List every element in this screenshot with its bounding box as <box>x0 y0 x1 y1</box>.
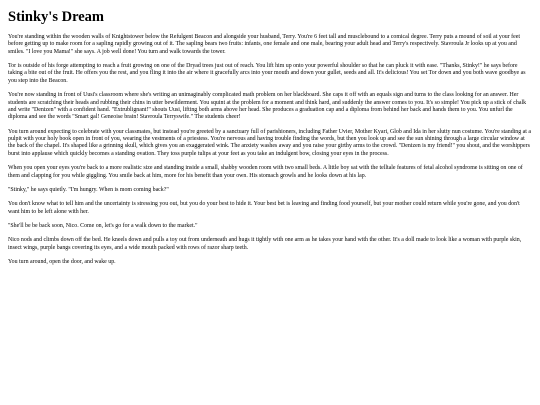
paragraph-8: "She'll be be back soon, Nico. Come on, let's go for a walk down to the market." <box>8 223 198 230</box>
paragraph-10: You turn around, open the door, and wake up. <box>8 259 116 266</box>
paragraph-9: Nico nods and climbs down off the bed. He kneels down and pulls a toy out from underneath and hugs it tightly with one arm as he takes your hand with the other. It's a doll made to look like a woman with purple skin, insect wings, purple bangs covering its eyes, and a wide mouth packed with rows of razor sharp teeth. <box>8 237 522 251</box>
paragraph-3: You're now standing in front of Uusi's classroom where she's writing an unimaginably complicated math problem on her blackboard. She caps it off with an equals sign and turns to the class looking for an answer. Her students are scratching their heads and rubbing their chins in utter bewilderment. You squint at the problem for a moment and think hard, and suddenly the answer comes to you. It's so simple! You pick up a stick of chalk and write "Denizen" with a confident hand. "Extrublignant!" shouts Uusi, lifting both arms above her head. She produces a graduation cap and a diploma from behind her back and hands them to you. You unfurl the diploma and see the words "Smart gal! Geneoise brain! Stavroula Terryswife." The students cheer! <box>8 92 527 121</box>
paragraph-7: You don't know what to tell him and the uncertainty is stressing you out, but you do your best to hide it. Your best bet is leaving and finding food yourself, but your mother could return while you're gone, and you don't want him to be left alone with her. <box>8 201 520 215</box>
page-title: Stinky's Dream <box>8 9 105 25</box>
paragraph-1: You're standing within the wooden walls of Knightstower below the Refulgent Beacon and alongside your husband, Terry. You're 6 feet tall and musclebound to a comical degree. Terry puts a mound of soil at your feet before getting up to make room for a sapling rapidly growing out of it. The sapling bears two fruits: infants, one female and one male, bearing your adult head and Terry's respectively. Stavroula Jr looks up at you and smiles. "I love you Mama!" she says. A job well done! You turn and walk towards the tower. <box>8 33 520 55</box>
paragraph-5: When you open your eyes you're back to a more realistic size and standing inside a small, shabby wooden room with two small beds. A little boy sat with the telltale features of fetal alcohol syndrome is sitting on one of them and clapping for you while giggling. You smile back at him, more for his benefit than your own. His stomach growls and he looks down at his lap. <box>8 165 523 179</box>
paragraph-6: "Stinky," he says quietly. "I'm hungry. When is mom coming back?" <box>8 186 169 193</box>
paragraph-2: Tor is outside of his forge attempting to reach a fruit growing on one of the Dryad trees just out of reach. You lift him up onto your powerful shoulder so that he can pluck it with ease. "Thanks, Stinky!" he says before taking a bite out of the fruit. He offers you the rest, and you fling it into the air where it gracefully arcs into your mouth and down your gullet, seeds and all. It's delicious! You set Tor down and you both wave goodbye as you step into the Beacon. <box>8 63 526 84</box>
paragraph-4: You turn around expecting to celebrate with your classmates, but instead you're greeted by a sanctuary full of parishioners, including Father Uvier, Mother Kyari, Glob and Ida in her slutty nun costume. You're standing at a pulpit with your holy book open in front of you, wearing the vestments of a priestess. You're nervous and having trouble finding the words, but then you look up and see the sun shining through a large circular window at the back of the chapel. It's shaped like a grinning skull, which gives you an exaggerated wink. The anxiety washes away and you raise your girthy arms to the crowd. "Denizen is my friend!" you shout, and the worshippers burst into applause which quickly becomes a standing ovation. They toss purple tulips at your feet as you take an indulgent bow, closing your eyes in the process. <box>8 128 531 157</box>
